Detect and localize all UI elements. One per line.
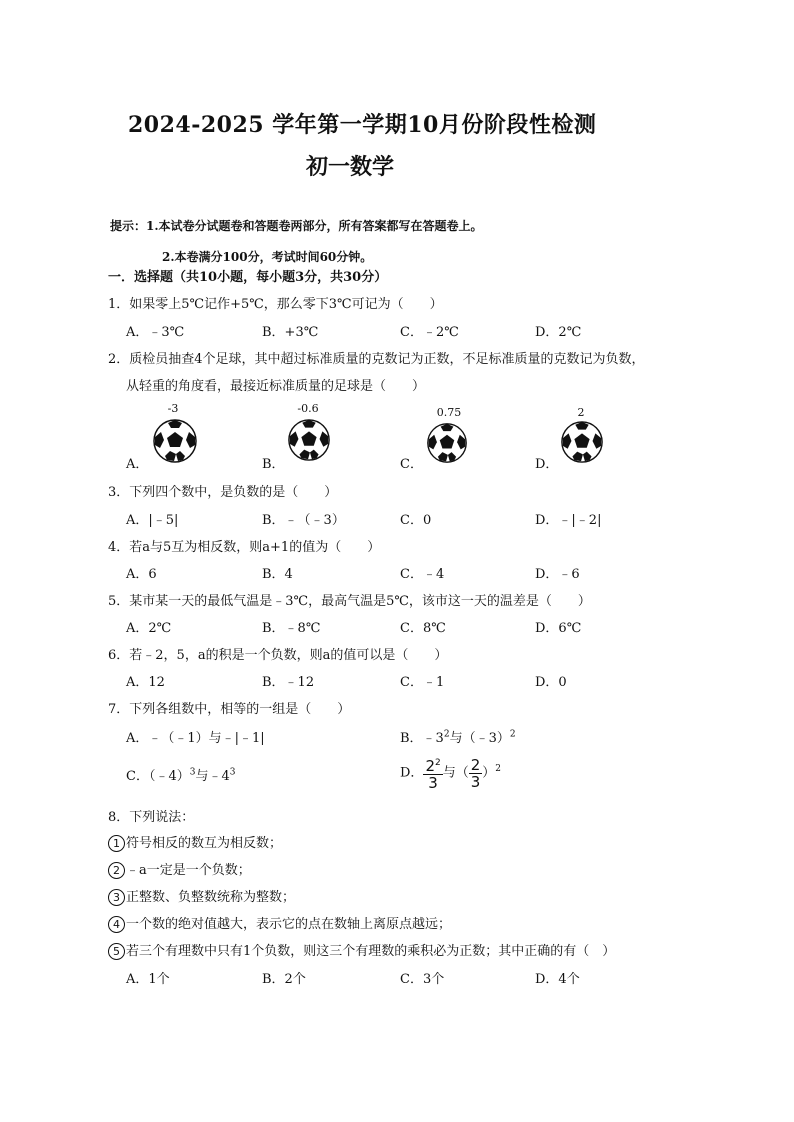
q2-option-d-label: D． — [535, 457, 559, 472]
ball-b-value: -0.6 — [297, 402, 319, 415]
fraction: $\frac{2}{3}$ — [470, 755, 481, 791]
ball-d-value: 2 — [577, 406, 585, 419]
question-4-stem: 4．若a与5互为相反数，则a+1的值为（ ） — [108, 540, 381, 555]
soccer-ball-icon — [287, 418, 331, 462]
q5-option-d: D．6℃ — [535, 621, 582, 636]
q7-option-b: B．$﹣3^2$与（﹣3）$^2$ — [400, 729, 516, 746]
q6-option-d: D．0 — [535, 675, 567, 690]
section-heading: 一．选择题（共10小题，每小题3分，共30分） — [108, 270, 388, 285]
q8-statement-3: 3 正整数、负整数统称为整数； — [108, 886, 295, 906]
q3-option-d: D．﹣|﹣2| — [535, 513, 602, 528]
circled-number: 2 — [108, 862, 125, 879]
question-2-stem-line-2: 从轻重的角度看，最接近标准质量的足球是（ ） — [126, 379, 426, 394]
soccer-ball-icon — [560, 420, 604, 464]
tip-line-2: 2.本卷满分100分，考试时间60分钟。 — [162, 250, 373, 264]
q5-option-c: C．8℃ — [400, 621, 446, 636]
q4-option-d: D．﹣6 — [535, 567, 580, 582]
fraction: $\frac{2^2}{3}$ — [425, 757, 441, 792]
q8-statement-2: 2 ﹣a一定是一个负数； — [108, 859, 251, 879]
q8-option-a: A．1个 — [126, 972, 170, 987]
q7-option-a: A．﹣（﹣1）与﹣|﹣1| — [126, 731, 265, 746]
q3-option-c: C．0 — [400, 513, 432, 528]
q6-option-c: C．﹣1 — [400, 675, 445, 690]
q3-option-a: A．|﹣5| — [126, 513, 179, 528]
q8-option-b: B．2个 — [262, 972, 306, 987]
q6-option-a: A．12 — [126, 675, 165, 690]
q1-option-c: C．﹣2℃ — [400, 325, 459, 340]
q6-option-b: B．﹣12 — [262, 675, 315, 690]
q4-option-b: B．4 — [262, 567, 293, 582]
q8-statement-5: 5 若三个有理数中只有1个负数，则这三个有理数的乘积必为正数；其中正确的有（ ） — [108, 940, 615, 960]
q7-option-c: C．（﹣4）$^3$与$﹣4^3$ — [126, 767, 236, 784]
q7-option-d: D． $\frac{2^2}{3}$ 与（ $\frac{2}{3}$ ）$^2$ — [400, 755, 502, 792]
ball-a-value: -3 — [167, 402, 179, 415]
tip-line-1: 提示：1.本试卷分试题卷和答题卷两部分，所有答案都写在答题卷上。 — [110, 219, 483, 233]
q2-option-c-label: C． — [400, 457, 423, 472]
question-3-stem: 3．下列四个数中，是负数的是（ ） — [108, 485, 338, 500]
question-8-stem: 8．下列说法： — [108, 810, 195, 825]
exam-title: 2024-2025 学年第一学期10月份阶段性检测 — [128, 112, 597, 138]
q4-option-a: A．6 — [126, 567, 157, 582]
question-2-stem-line-1: 2．质检员抽查4个足球，其中超过标准质量的克数记为正数，不足标准质量的克数记为负数， — [108, 352, 645, 367]
q1-option-d: D．2℃ — [535, 325, 582, 340]
question-7-stem: 7．下列各组数中，相等的一组是（ ） — [108, 702, 351, 717]
q8-option-d: D．4个 — [535, 972, 580, 987]
circled-number: 5 — [108, 943, 125, 960]
exam-subtitle: 初一数学 — [306, 154, 395, 180]
q8-option-c: C．3个 — [400, 972, 445, 987]
question-1-stem: 1．如果零上5℃记作+5℃，那么零下3℃可记为（ ） — [108, 297, 443, 312]
circled-number: 3 — [108, 889, 125, 906]
q5-option-a: A．2℃ — [126, 621, 172, 636]
question-6-stem: 6．若﹣2，5，a的积是一个负数，则a的值可以是（ ） — [108, 648, 448, 663]
q5-option-b: B．﹣8℃ — [262, 621, 321, 636]
q4-option-c: C．﹣4 — [400, 567, 445, 582]
circled-number: 1 — [108, 835, 125, 852]
q2-option-b-label: B． — [262, 457, 285, 472]
ball-c-value: 0.75 — [436, 406, 462, 419]
q1-option-a: A．﹣3℃ — [126, 325, 185, 340]
q8-statement-1: 1 符号相反的数互为相反数； — [108, 832, 282, 852]
soccer-ball-icon — [426, 422, 468, 464]
q2-option-a-label: A． — [126, 457, 149, 472]
q8-statement-4: 4 一个数的绝对值越大，表示它的点在数轴上离原点越远； — [108, 913, 451, 933]
soccer-ball-icon — [152, 418, 198, 464]
question-5-stem: 5．某市某一天的最低气温是﹣3℃，最高气温是5℃，该市这一天的温差是（ ） — [108, 594, 591, 609]
q1-option-b: B．+3℃ — [262, 325, 319, 340]
q3-option-b: B．﹣（﹣3） — [262, 513, 345, 528]
circled-number: 4 — [108, 916, 125, 933]
